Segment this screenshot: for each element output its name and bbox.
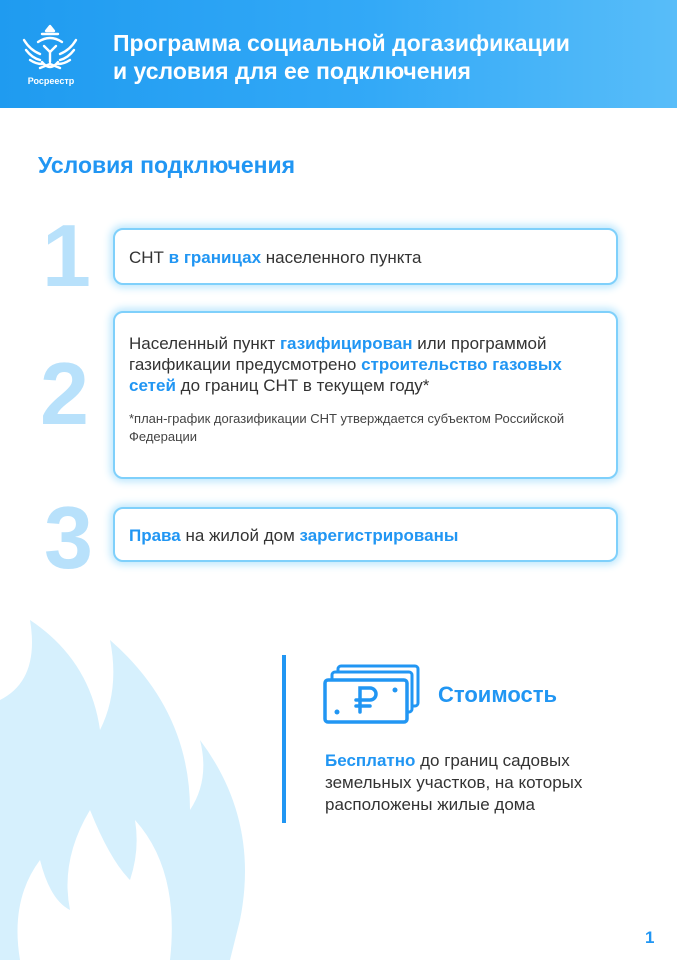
condition-card-3 — [113, 507, 618, 562]
condition-1-text-a: СНТ — [129, 248, 169, 267]
condition-number-2: 2 — [40, 344, 89, 443]
cost-description — [325, 750, 645, 816]
condition-1-text-b: населенного пункта — [261, 248, 422, 267]
flame-icon — [0, 620, 300, 960]
logo-caption: Росреестр — [27, 76, 75, 86]
condition-3-highlight-b: зарегистрированы — [299, 526, 459, 545]
banknotes-ruble-icon — [322, 664, 422, 724]
condition-number-3: 3 — [44, 488, 93, 587]
condition-2-text-b: или программой газификации предусмотрено — [129, 334, 547, 374]
cost-divider — [282, 655, 286, 823]
condition-number-1: 1 — [42, 206, 91, 305]
page-number: 1 — [645, 928, 655, 947]
condition-2-text-a: Населенный пункт — [129, 334, 280, 353]
cost-title: Стоимость — [438, 682, 558, 707]
title-line-2: и условия для ее подключения — [113, 58, 471, 84]
condition-1-highlight: в границах — [168, 248, 262, 267]
condition-2-highlight-a: газифицирован — [279, 334, 413, 353]
cost-highlight: Бесплатно — [325, 751, 416, 770]
condition-card-2 — [113, 311, 618, 479]
condition-2-text-c: до границ СНТ в текущем году* — [175, 376, 430, 395]
page-title — [113, 29, 653, 85]
condition-2-footnote: *план-график догазификации СНТ утверждается субъектом Российской Федерации — [129, 411, 565, 444]
section-title: Условия подключения — [38, 152, 296, 178]
condition-3-text: на жилой дом — [180, 526, 300, 545]
title-line-1: Программа социальной догазификации — [113, 30, 570, 56]
condition-2-highlight-b: строительство газовых сетей — [129, 355, 562, 395]
condition-3-highlight-a: Права — [129, 526, 181, 545]
header-banner — [0, 0, 677, 108]
cost-text: до границ садовых земельных участков, на которых расположены жилые дома — [325, 751, 583, 814]
condition-card-1 — [113, 228, 618, 285]
